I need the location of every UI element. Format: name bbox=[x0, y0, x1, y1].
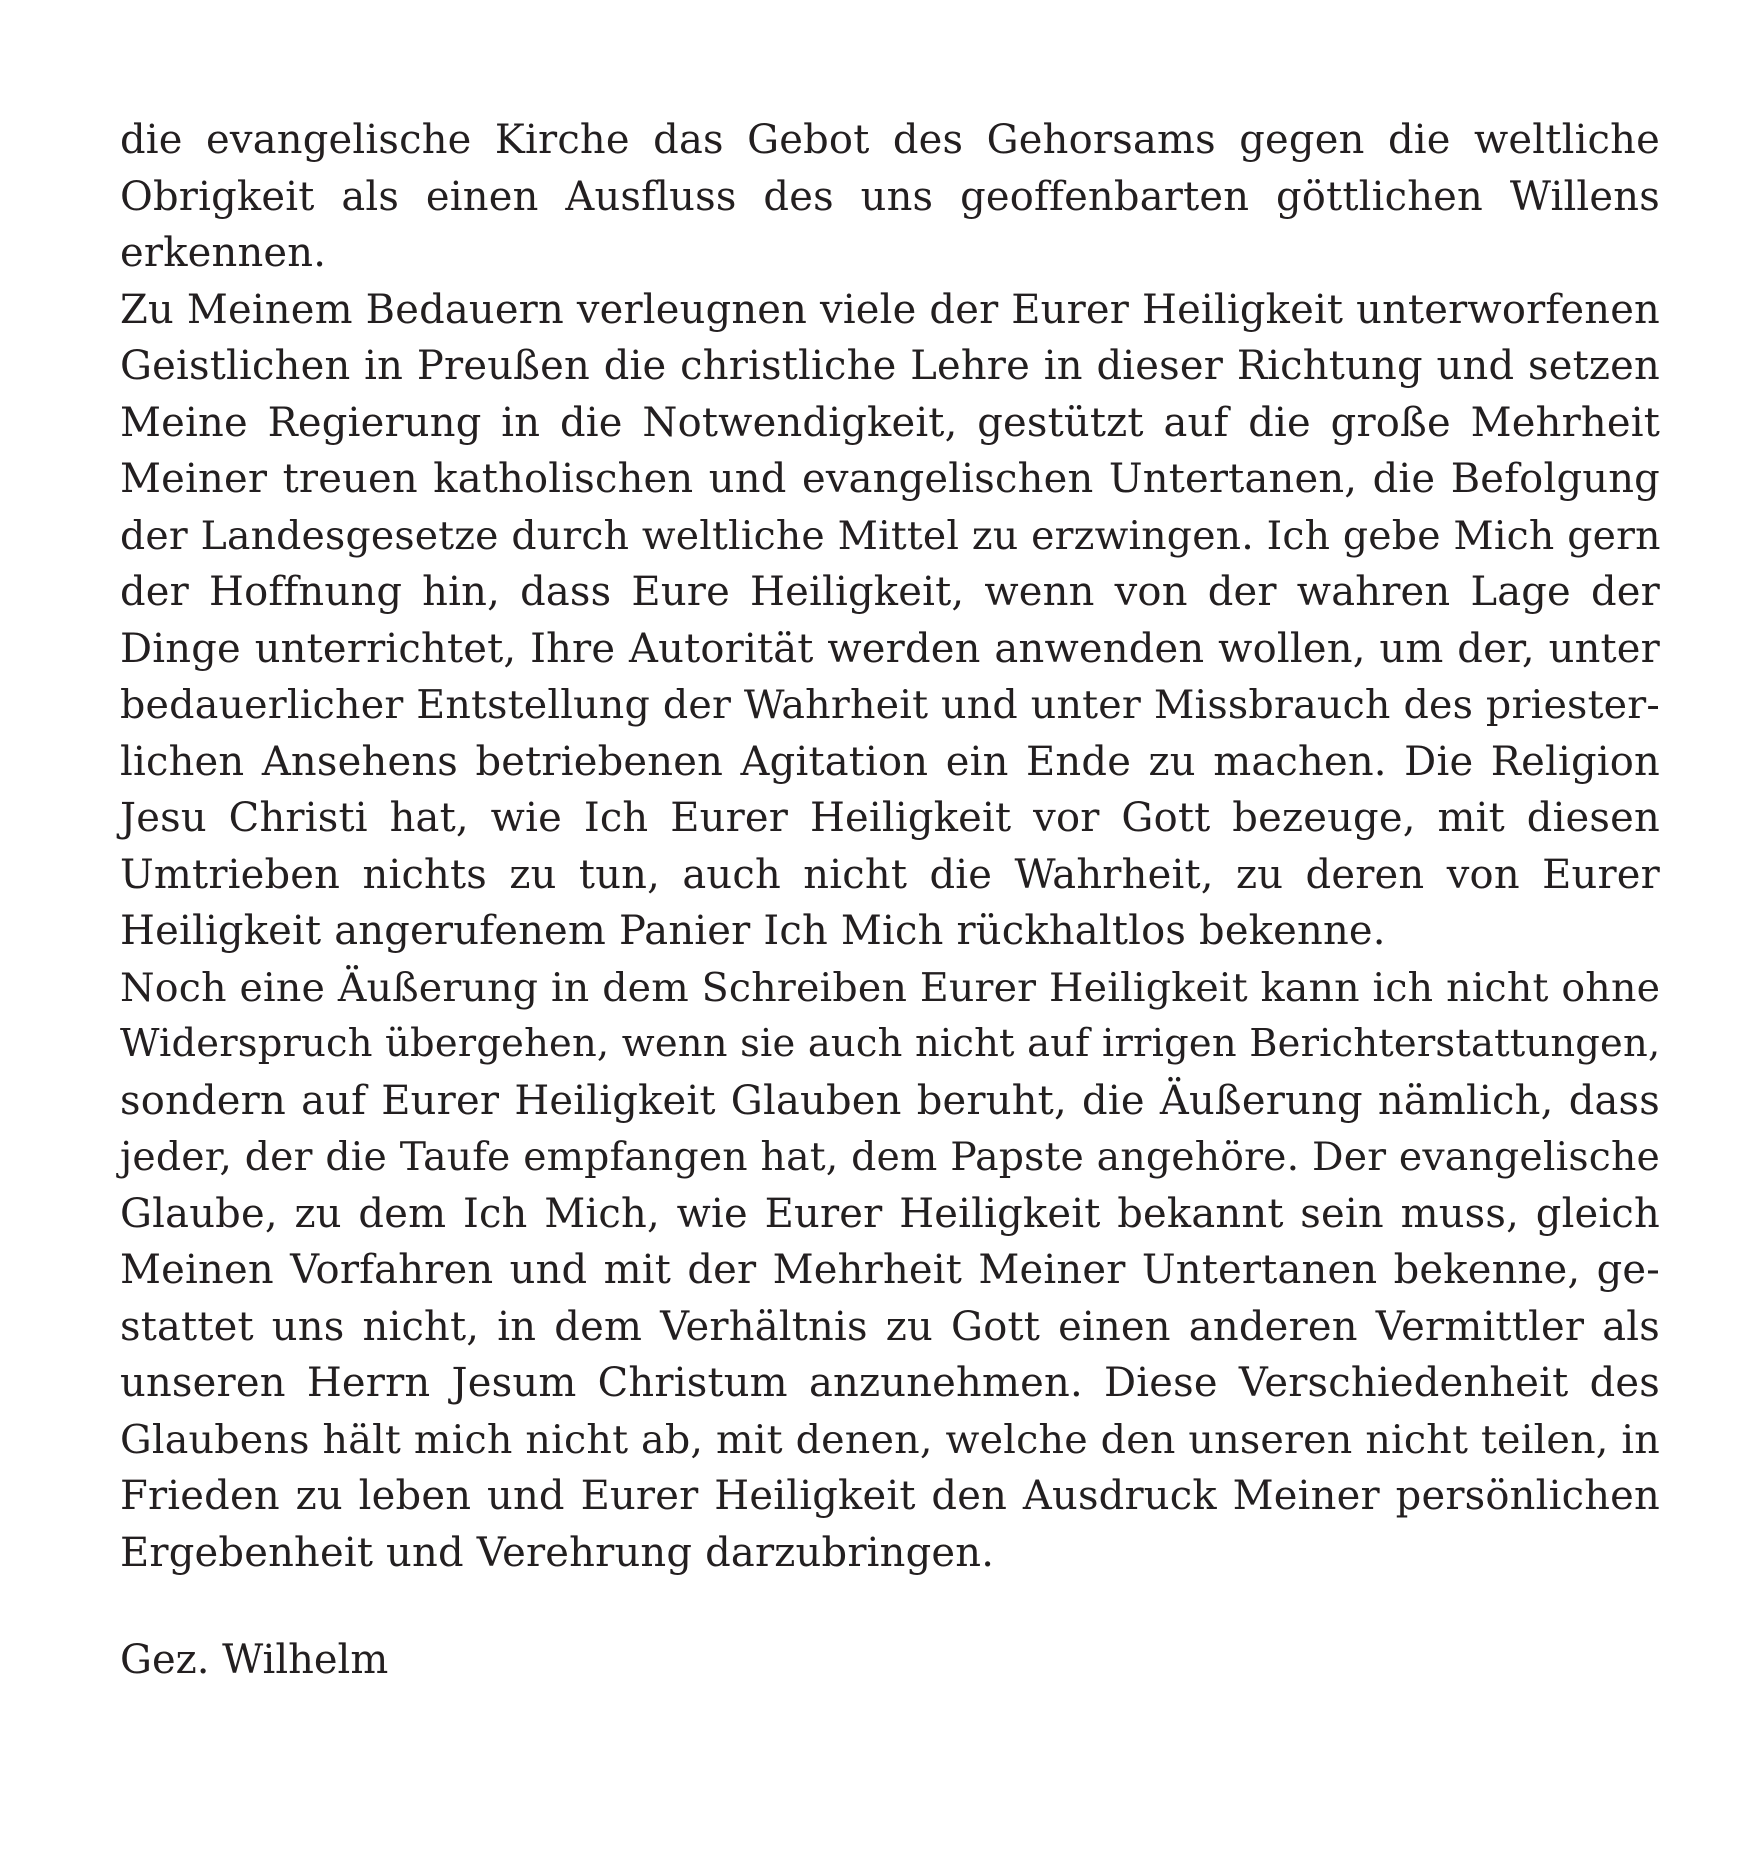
paragraph-2 bbox=[120, 282, 1660, 960]
text-line: Widerspruch übergehen, wenn sie auch nicht auf irrigen Berichterstattungen, bbox=[120, 1021, 1661, 1066]
text-line: stattet uns nicht, in dem Verhältnis zu Gott einen anderen Vermittler als bbox=[120, 1303, 1660, 1350]
text-line: unseren Herrn Jesum Christum anzunehmen. Diese Verschiedenheit des bbox=[120, 1360, 1660, 1406]
paragraph-1 bbox=[120, 112, 1660, 282]
paragraph-3 bbox=[120, 960, 1660, 1582]
letter-body bbox=[120, 112, 1660, 1581]
text-line: Meinen Vorfahren und mit der Mehrheit Meiner Untertanen bekenne, ge- bbox=[120, 1247, 1660, 1293]
text-line: Glaube, zu dem Ich Mich, wie Eurer Heiligkeit bekannt sein muss, gleich bbox=[120, 1190, 1660, 1237]
text-line: bedauerlicher Entstellung der Wahrheit und unter Missbrauch des priester- bbox=[120, 682, 1660, 728]
text-line: die evangelische Kirche das Gebot des Gehorsams gegen die weltliche bbox=[120, 117, 1660, 163]
text-line: Obrigkeit als einen Ausfluss des uns geoffenbarten göttlichen Willens bbox=[120, 173, 1660, 220]
text-line: erkennen. bbox=[120, 230, 327, 276]
text-line: Ergebenheit und Verehrung darzubringen. bbox=[120, 1529, 995, 1576]
text-line: Frieden zu leben und Eurer Heiligkeit den Ausdruck Meiner persönlichen bbox=[120, 1473, 1660, 1519]
text-line: sondern auf Eurer Heiligkeit Glauben beruht, die Äußerung nämlich, dass bbox=[120, 1077, 1660, 1124]
text-line: Zu Meinem Bedauern verleugnen viele der Eurer Heiligkeit unterworfenen bbox=[120, 286, 1660, 333]
signature: Gez. Wilhelm bbox=[120, 1637, 389, 1683]
text-line: Noch eine Äußerung in dem Schreiben Eurer Heiligkeit kann ich nicht ohne bbox=[120, 964, 1661, 1011]
text-line: Heiligkeit angerufenem Panier Ich Mich rückhaltlos bekenne. bbox=[120, 908, 1386, 954]
text-line: Umtrieben nichts zu tun, auch nicht die Wahrheit, zu deren von Eurer bbox=[120, 851, 1660, 898]
text-line: Meine Regierung in die Notwendigkeit, gestützt auf die große Mehrheit bbox=[120, 399, 1660, 446]
text-line: lichen Ansehens betriebenen Agitation ein Ende zu machen. Die Religion bbox=[120, 738, 1660, 785]
text-line: Geistlichen in Preußen die christliche Lehre in dieser Richtung und setzen bbox=[120, 343, 1660, 389]
text-line: Meiner treuen katholischen und evangelischen Untertanen, die Befolgung bbox=[120, 456, 1660, 502]
text-line: jeder, der die Taufe empfangen hat, dem Papste angehöre. Der evangelische bbox=[120, 1134, 1660, 1180]
text-line: Dinge unterrichtet, Ihre Autorität werden anwenden wollen, um der, unter bbox=[120, 625, 1660, 672]
text-line: der Landesgesetze durch weltliche Mittel zu erzwingen. Ich gebe Mich gern bbox=[120, 512, 1661, 559]
text-line: Glaubens hält mich nicht ab, mit denen, welche den unseren nicht teilen, in bbox=[120, 1416, 1660, 1463]
text-line: der Hoffnung hin, dass Eure Heiligkeit, wenn von der wahren Lage der bbox=[120, 569, 1660, 615]
text-line: Jesu Christi hat, wie Ich Eurer Heiligkeit vor Gott bezeuge, mit diesen bbox=[120, 795, 1660, 841]
